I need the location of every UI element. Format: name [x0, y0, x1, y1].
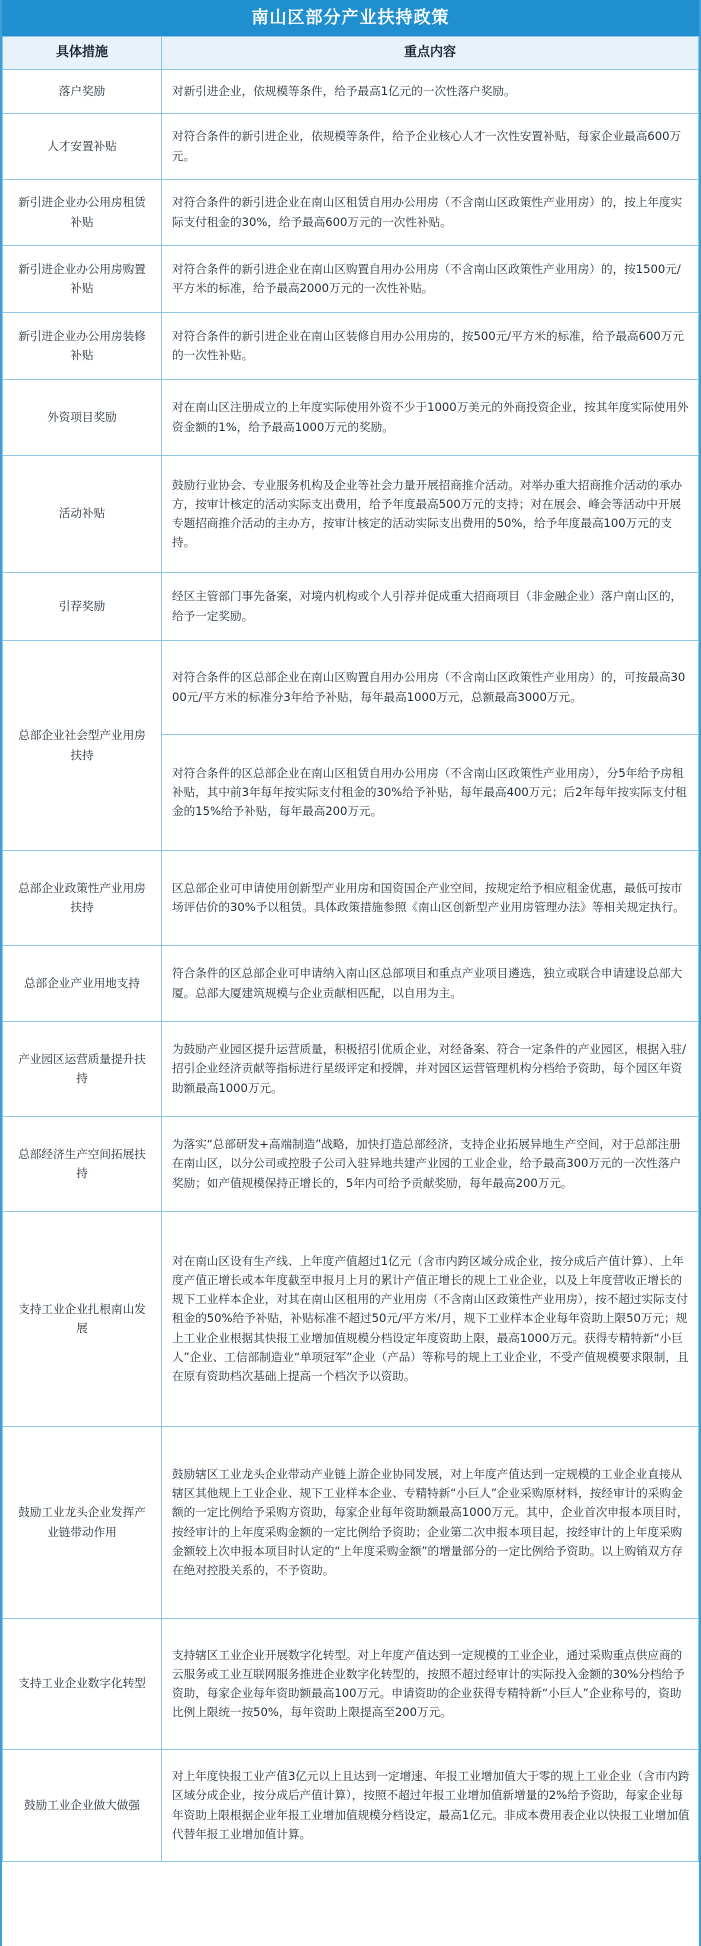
measure-cell: 活动补贴	[3, 456, 162, 573]
content-cell: 对符合条件的区总部企业在南山区租赁自用办公用房（不含南山区政策性产业用房），分5年给予房租补贴，其中前3年每年按实际支付租金的30%给予补贴，每年最高400万元；后2年每年按实际支付租金的15%给予补贴，每年最高200万元。	[162, 735, 699, 851]
table-row	[3, 1022, 699, 1117]
column-header-measure: 具体措施	[3, 37, 162, 70]
content-cell: 对符合条件的新引进企业在南山区购置自用办公用房（不含南山区政策性产业用房）的，按1500元/平方米的标准，给予最高2000万元的一次性补贴。	[162, 246, 699, 313]
content-cell: 支持辖区工业企业开展数字化转型。对上年度产值达到一定规模的工业企业，通过采购重点供应商的云服务或工业互联网服务推进企业数字化转型的，按照不超过经审计的实际投入金额的30%分档给予资助，每家企业每年资助额最高100万元。申请资助的企业获得专精特新“小巨人”企业称号的，资助比例上限统一按50%，每年资助上限提高至200万元。	[162, 1619, 699, 1750]
table-row	[3, 641, 699, 735]
table-row	[3, 1750, 699, 1862]
content-cell: 为鼓励产业园区提升运营质量，积极招引优质企业，对经备案、符合一定条件的产业园区，根据入驻/招引企业经济贡献等指标进行星级评定和授牌，并对园区运营管理机构分档给予资助，每个园区年资助额最高1000万元。	[162, 1022, 699, 1117]
measure-cell: 新引进企业办公用房装修补贴	[3, 313, 162, 380]
measure-cell: 鼓励工业企业做大做强	[3, 1750, 162, 1862]
table-row	[3, 1619, 699, 1750]
table-row	[3, 946, 699, 1022]
content-cell: 经区主管部门事先备案，对境内机构或个人引荐并促成重大招商项目（非金融企业）落户南山区的，给予一定奖励。	[162, 573, 699, 641]
content-cell: 对符合条件的区总部企业在南山区购置自用办公用房（不含南山区政策性产业用房）的，可按最高3000元/平方米的标准分3年给予补贴，每年最高1000万元，总额最高3000万元。	[162, 641, 699, 735]
measure-cell: 支持工业企业数字化转型	[3, 1619, 162, 1750]
measure-cell: 鼓励工业龙头企业发挥产业链带动作用	[3, 1427, 162, 1619]
table-row	[3, 1117, 699, 1212]
content-cell: 符合条件的区总部企业可申请纳入南山区总部项目和重点产业项目遴选，独立或联合申请建设总部大厦。总部大厦建筑规模与企业贡献相匹配，以自用为主。	[162, 946, 699, 1022]
measure-cell: 产业园区运营质量提升扶持	[3, 1022, 162, 1117]
table-row	[3, 313, 699, 380]
table-row	[3, 851, 699, 946]
content-cell: 对符合条件的新引进企业，依规模等条件，给予企业核心人才一次性安置补贴，每家企业最高600万元。	[162, 114, 699, 180]
table-row	[3, 573, 699, 641]
table-row	[3, 456, 699, 573]
content-cell: 对在南山区设有生产线、上年度产值超过1亿元（含市内跨区域分成企业，按分成后产值计算）、上年度产值正增长或本年度截至申报月上月的累计产值正增长的规上工业企业，以及上年度营收正增长的规下工业样本企业，对其在南山区租用的产业用房（不含南山区政策性产业用房），按不超过实际支付租金的50%给予补贴，补贴标准不超过50元/平方米/月，规下工业样本企业每年资助上限50万元；规上工业企业根据其快报工业增加值规模分档设定年度资助上限，最高1000万元。获得专精特新“小巨人”企业、工信部制造业“单项冠军”企业（产品）等称号的规上工业企业，不受产值规模要求限制，且在原有资助档次基础上提高一个档次予以资助。	[162, 1212, 699, 1427]
content-cell: 对新引进企业，依规模等条件，给予最高1亿元的一次性落户奖励。	[162, 70, 699, 114]
content-cell: 对在南山区注册成立的上年度实际使用外资不少于1000万美元的外商投资企业，按其年度实际使用外资金额的1%，给予最高1000万元的奖励。	[162, 380, 699, 456]
measure-cell: 总部经济生产空间拓展扶持	[3, 1117, 162, 1212]
measure-cell: 引荐奖励	[3, 573, 162, 641]
measure-cell: 总部企业产业用地支持	[3, 946, 162, 1022]
measure-cell: 新引进企业办公用房租赁补贴	[3, 180, 162, 246]
table-row	[3, 1427, 699, 1619]
content-cell: 对上年度快报工业产值3亿元以上且达到一定增速、年报工业增加值大于零的规上工业企业（含市内跨区域分成企业，按分成后产值计算），按照不超过年报工业增加值新增量的2%给予资助，每家企业每年资助上限根据企业年报工业增加值规模分档设定，最高1亿元。非成本费用表企业以快报工业增加值代替年报工业增加值计算。	[162, 1750, 699, 1862]
content-cell: 鼓励辖区工业龙头企业带动产业链上游企业协同发展，对上年度产值达到一定规模的工业企业直接从辖区其他规上工业企业、规下工业样本企业、专精特新“小巨人”企业采购原材料，按经审计的采购金额的一定比例给予采购方资助，每家企业每年资助额最高1000万元。其中，企业首次申报本项目时，按经审计的上年度采购金额的一定比例给予资助；企业第二次申报本项目起，按经审计的上年度采购金额较上次申报本项目时认定的“上年度采购金额”的增量部分的一定比例给予资助。以上购销双方存在绝对控股关系的，不予资助。	[162, 1427, 699, 1619]
content-cell: 对符合条件的新引进企业在南山区租赁自用办公用房（不含南山区政策性产业用房）的，按上年度实际支付租金的30%，给予最高600万元的一次性补贴。	[162, 180, 699, 246]
table-row	[3, 180, 699, 246]
content-cell: 为落实“总部研发+高端制造”战略，加快打造总部经济，支持企业拓展异地生产空间，对于总部注册在南山区，以分公司或控股子公司入驻异地共建产业园的工业企业，给予最高300万元的一次性落户奖励；如产值规模保持正增长的，5年内可给予贡献奖励，每年最高200万元。	[162, 1117, 699, 1212]
table-row	[3, 380, 699, 456]
table-row	[3, 246, 699, 313]
table-row	[3, 1212, 699, 1427]
content-cell: 鼓励行业协会、专业服务机构及企业等社会力量开展招商推介活动。对举办重大招商推介活动的承办方，按审计核定的活动实际支出费用，给予年度最高500万元的支持；对在展会、峰会等活动中开展专题招商推介活动的主办方，按审计核定的活动实际支出费用的50%，给予年度最高100万元的支持。	[162, 456, 699, 573]
table-row	[3, 70, 699, 114]
measure-cell: 总部企业政策性产业用房扶持	[3, 851, 162, 946]
measure-cell: 人才安置补贴	[3, 114, 162, 180]
measure-cell: 落户奖励	[3, 70, 162, 114]
content-cell: 对符合条件的新引进企业在南山区装修自用办公用房的，按500元/平方米的标准，给予最高600万元的一次性补贴。	[162, 313, 699, 380]
content-cell: 区总部企业可申请使用创新型产业用房和国资国企产业空间，按规定给予相应租金优惠，最低可按市场评估价的30%予以租赁。具体政策措施参照《南山区创新型产业用房管理办法》等相关规定执行。	[162, 851, 699, 946]
measure-cell: 新引进企业办公用房购置补贴	[3, 246, 162, 313]
measure-cell: 支持工业企业扎根南山发展	[3, 1212, 162, 1427]
measure-cell: 外资项目奖励	[3, 380, 162, 456]
column-header-content: 重点内容	[162, 37, 699, 70]
measure-cell: 总部企业社会型产业用房扶持	[3, 641, 162, 851]
table-header-row	[3, 37, 699, 70]
document-title: 南山区部分产业扶持政策	[2, 0, 699, 36]
table-row	[3, 114, 699, 180]
policy-table	[2, 36, 699, 1862]
